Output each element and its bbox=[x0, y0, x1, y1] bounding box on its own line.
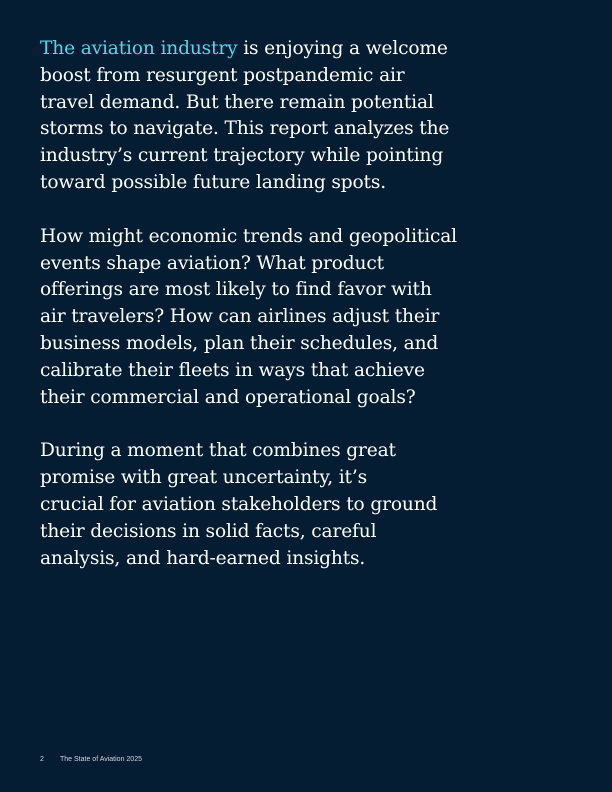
intro-lead-highlight: The aviation industry bbox=[40, 38, 238, 59]
intro-line bbox=[40, 36, 480, 63]
intro-line: storms to navigate. This report analyzes the bbox=[40, 118, 450, 140]
page-number: 2 bbox=[40, 756, 44, 763]
questions-line: offerings are most likely to find favor with bbox=[40, 279, 432, 301]
questions-paragraph bbox=[40, 224, 480, 412]
questions-line: How might economic trends and geopolitical bbox=[40, 225, 457, 247]
publication-title: The State of Aviation 2025 bbox=[60, 756, 142, 763]
intro-line: boost from resurgent postpandemic air bbox=[40, 64, 405, 86]
intro-line: travel demand. But there remain potential bbox=[40, 91, 434, 113]
conclusion-line: promise with great uncertainty, it’s bbox=[40, 467, 368, 489]
intro-line: toward possible future landing spots. bbox=[40, 171, 387, 193]
conclusion-paragraph bbox=[40, 438, 480, 572]
conclusion-line: their decisions in solid facts, careful bbox=[40, 520, 377, 542]
questions-line: events shape aviation? What product bbox=[40, 252, 384, 274]
questions-line: their commercial and operational goals? bbox=[40, 386, 416, 408]
intro-line-rest: is enjoying a welcome bbox=[237, 38, 448, 59]
page-footer bbox=[40, 756, 142, 763]
questions-line: business models, plan their schedules, and bbox=[40, 332, 439, 354]
questions-line: air travelers? How can airlines adjust their bbox=[40, 306, 440, 328]
conclusion-line: analysis, and hard-earned insights. bbox=[40, 547, 366, 569]
conclusion-line: During a moment that combines great bbox=[40, 440, 396, 462]
questions-line: calibrate their fleets in ways that achieve bbox=[40, 359, 425, 381]
intro-line: industry’s current trajectory while pointing bbox=[40, 145, 444, 167]
intro-paragraph bbox=[40, 36, 480, 197]
conclusion-line: crucial for aviation stakeholders to ground bbox=[40, 493, 438, 515]
body-text bbox=[40, 36, 480, 599]
